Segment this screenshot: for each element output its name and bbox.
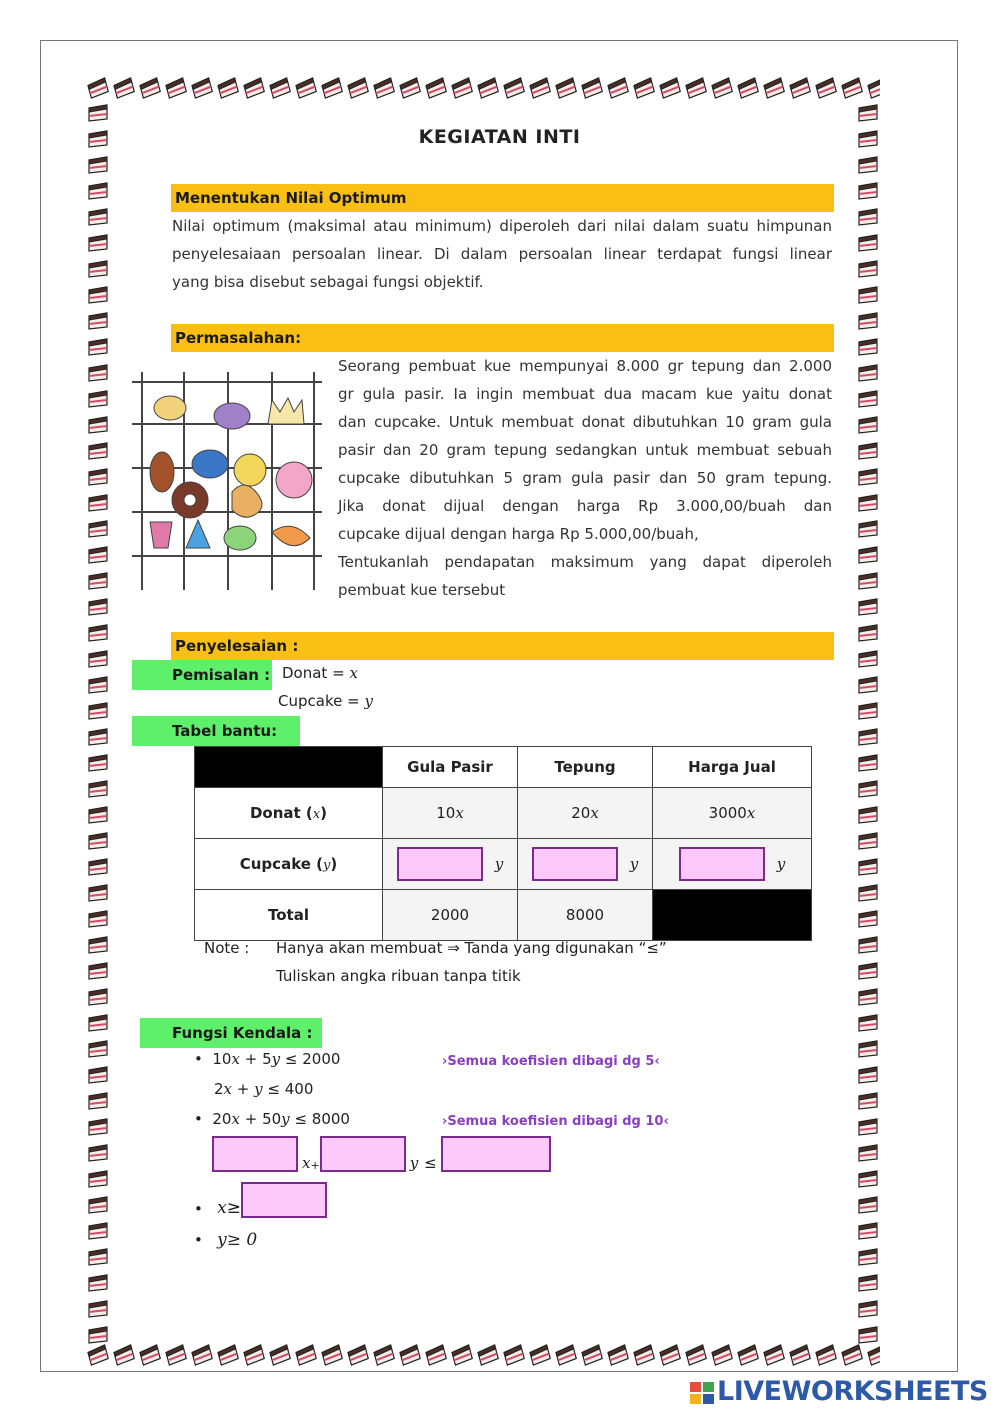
cake-slice-icon [855, 698, 881, 724]
cake-slice-icon [855, 1192, 881, 1218]
var-x: x [217, 1198, 227, 1218]
cake-slice-icon [85, 1342, 111, 1368]
cake-slice-icon [85, 906, 111, 932]
cake-slice-icon [85, 1088, 111, 1114]
value: 10 [436, 804, 456, 822]
table-row-cupcake [195, 839, 812, 890]
cake-slice-icon [137, 75, 163, 101]
var-x: x [590, 804, 599, 822]
cake-slice-icon [137, 1342, 163, 1368]
var-x: x [312, 807, 321, 822]
header-harga: Harga Jual [653, 747, 812, 788]
cake-border-top [85, 75, 880, 101]
cake-slice-icon [85, 152, 111, 178]
cake-slice-icon [241, 1342, 267, 1368]
cake-slice-icon [855, 776, 881, 802]
value: 20 [571, 804, 591, 822]
cake-slice-icon [761, 75, 787, 101]
constraint-1-simplified [214, 1080, 313, 1098]
var-y: y [323, 858, 331, 873]
page-title: KEGIATAN INTI [418, 126, 581, 148]
cake-slice-icon [855, 1114, 881, 1140]
cake-border-bottom [85, 1342, 880, 1368]
cake-slice-icon [855, 568, 881, 594]
var-y: y [494, 854, 504, 873]
cake-slice-icon [631, 75, 657, 101]
cake-slice-icon [111, 75, 137, 101]
cake-slice-icon [85, 620, 111, 646]
cake-slice-icon [855, 880, 881, 906]
cake-slice-icon [787, 1342, 813, 1368]
var-y: y [281, 1110, 290, 1128]
table-row-donat [195, 788, 812, 839]
cake-slice-icon [475, 1342, 501, 1368]
cake-slice-icon [579, 75, 605, 101]
cake-slice-icon [85, 1296, 111, 1322]
optimum-paragraph [172, 212, 832, 296]
cake-slice-icon [85, 100, 111, 126]
var-y: y [776, 854, 786, 873]
cake-slice-icon [855, 1296, 881, 1322]
table-row-total [195, 890, 812, 941]
cake-slice-icon [85, 464, 111, 490]
constraint-2: • 20x + 50y ≤ 8000 [194, 1110, 350, 1128]
cake-slice-icon [85, 828, 111, 854]
cake-slice-icon [85, 230, 111, 256]
cake-slice-icon [855, 516, 881, 542]
cake-slice-icon [85, 516, 111, 542]
cake-slice-icon [293, 75, 319, 101]
cake-slice-icon [855, 1140, 881, 1166]
donat-label: Donat = [282, 664, 345, 682]
cake-slice-icon [855, 1322, 881, 1345]
problem-paragraph [338, 352, 832, 604]
var-x: x [455, 804, 464, 822]
cake-slice-icon [85, 1036, 111, 1062]
coef: + 50 [244, 1110, 282, 1128]
cake-slice-icon [163, 75, 189, 101]
cake-slice-icon [855, 100, 881, 126]
cake-slice-icon [85, 854, 111, 880]
note-line-2: Tuliskan angka ribuan tanpa titik [276, 967, 521, 985]
cake-slice-icon [267, 75, 293, 101]
cake-slice-icon [345, 1342, 371, 1368]
problem-line: gr gula pasir. Ia ingin membuat dua macam kue yaitu donat [338, 385, 832, 403]
cake-slice-icon [855, 594, 881, 620]
cake-slice-icon [215, 1342, 241, 1368]
constraint-3 [194, 1182, 327, 1218]
cake-slice-icon [163, 1342, 189, 1368]
cake-slice-icon [855, 412, 881, 438]
cell-donat-tepung [518, 788, 653, 839]
cake-slice-icon [241, 75, 267, 101]
cake-slice-icon [631, 1342, 657, 1368]
table-corner [195, 747, 383, 788]
cake-slice-icon [855, 438, 881, 464]
cake-slice-icon [855, 646, 881, 672]
cake-slice-icon [267, 1342, 293, 1368]
cake-slice-icon [855, 750, 881, 776]
cake-slice-icon [85, 672, 111, 698]
cake-slice-icon [855, 152, 881, 178]
helper-table [194, 746, 812, 941]
cake-slice-icon [657, 1342, 683, 1368]
answer-input-coef-y[interactable] [320, 1136, 406, 1172]
cell-total-gula: 2000 [383, 890, 518, 941]
var-y: y [409, 1154, 419, 1172]
fungsi-kendala-label: Fungsi Kendala : [140, 1018, 322, 1048]
cake-slice-icon [85, 1322, 111, 1345]
var-y: y [364, 692, 373, 710]
cake-slice-icon [855, 334, 881, 360]
cake-slice-icon [855, 1218, 881, 1244]
optimum-line: Nilai optimum (maksimal atau minimum) diperoleh dari nilai dalam suatu himpunan [172, 217, 832, 235]
cake-slice-icon [855, 282, 881, 308]
cake-slice-icon [761, 1342, 787, 1368]
cake-slice-icon [657, 75, 683, 101]
cake-slice-icon [501, 1342, 527, 1368]
cake-slice-icon [855, 464, 881, 490]
hint-1: ›Semua koefisien dibagi dg 5‹ [442, 1054, 660, 1069]
cell-cupcake-harga [653, 839, 812, 890]
cake-slice-icon [85, 282, 111, 308]
var-y: y [217, 1230, 227, 1250]
cell-donat-gula [383, 788, 518, 839]
cake-slice-icon [855, 204, 881, 230]
cake-slice-icon [85, 178, 111, 204]
answer-input-cupcake-harga[interactable] [679, 847, 765, 881]
cake-slice-icon [397, 1342, 423, 1368]
cupcake-variable [278, 692, 373, 710]
cake-slice-icon [85, 412, 111, 438]
cake-slice-icon [85, 1244, 111, 1270]
cake-slice-icon [371, 1342, 397, 1368]
cake-slice-icon [85, 308, 111, 334]
cake-slice-icon [865, 1342, 880, 1368]
answer-input-coef-x[interactable] [212, 1136, 298, 1172]
relation: ≤ 2000 [284, 1050, 341, 1068]
donat-row-text: Donat ( [249, 804, 313, 822]
cake-slice-icon [189, 75, 215, 101]
relation: ≤ 8000 [294, 1110, 350, 1128]
cake-slice-icon [855, 308, 881, 334]
var-x: x [231, 1110, 240, 1128]
pemisalan-label: Pemisalan : [132, 660, 272, 690]
cake-slice-icon [85, 984, 111, 1010]
brand-logo-icon [690, 1382, 714, 1404]
cupcake-label: Cupcake = [278, 692, 360, 710]
cake-slice-icon [449, 1342, 475, 1368]
solution-heading: Penyelesaian : [171, 632, 834, 660]
cake-slice-icon [475, 75, 501, 101]
cake-slice-icon [85, 386, 111, 412]
cake-slice-icon [85, 75, 111, 101]
cake-slice-icon [397, 75, 423, 101]
cell-total-blank [653, 890, 812, 941]
cell-total-tepung: 8000 [518, 890, 653, 941]
var-x: x [231, 1050, 240, 1068]
cupcake-row-text: Cupcake ( [239, 855, 324, 873]
cake-slice-icon [855, 542, 881, 568]
problem-line: pembuat kue tersebut [338, 581, 506, 599]
cake-slice-icon [85, 646, 111, 672]
cake-slice-icon [855, 1062, 881, 1088]
cake-slice-icon [85, 542, 111, 568]
var-x: x [223, 1080, 233, 1098]
cake-slice-icon [85, 360, 111, 386]
cake-slice-icon [855, 1166, 881, 1192]
problem-heading: Permasalahan: [171, 324, 834, 352]
cake-slice-icon [855, 828, 881, 854]
cake-slice-icon [855, 906, 881, 932]
cake-slice-icon [855, 490, 881, 516]
relation: ≤ 400 [267, 1080, 314, 1098]
cake-slice-icon [709, 1342, 735, 1368]
cake-slice-icon [85, 724, 111, 750]
cake-slice-icon [85, 334, 111, 360]
cell-donat-harga [653, 788, 812, 839]
donat-variable [282, 664, 358, 682]
var-y: y [629, 854, 639, 873]
cake-slice-icon [85, 204, 111, 230]
cake-slice-icon [579, 1342, 605, 1368]
cake-slice-icon [855, 958, 881, 984]
cake-slice-icon [855, 1010, 881, 1036]
cake-slice-icon [501, 75, 527, 101]
cake-slice-icon [855, 932, 881, 958]
cake-slice-icon [855, 724, 881, 750]
header-tepung: Tepung [518, 747, 653, 788]
cake-slice-icon [85, 256, 111, 282]
cake-slice-icon [85, 568, 111, 594]
cake-slice-icon [85, 958, 111, 984]
tabel-bantu-label: Tabel bantu: [132, 716, 300, 746]
constraint-2-simplified [212, 1136, 551, 1172]
liveworksheets-brand [690, 1376, 988, 1407]
cake-slice-icon [855, 256, 881, 282]
cake-slice-icon [855, 802, 881, 828]
problem-line: cupcake dijual dengan harga Rp 5.000,00/buah, [338, 525, 699, 543]
problem-line: Tentukanlah pendapatan maksimum yang dapat diperoleh [338, 553, 832, 571]
answer-input-cupcake-gula[interactable] [397, 847, 483, 881]
cake-slice-icon [855, 1088, 881, 1114]
cake-slice-icon [85, 750, 111, 776]
cake-slice-icon [85, 1218, 111, 1244]
cake-slice-icon [85, 932, 111, 958]
cake-slice-icon [189, 1342, 215, 1368]
var-y: y [271, 1050, 281, 1068]
cake-slice-icon [371, 75, 397, 101]
row-label-donat [195, 788, 383, 839]
answer-input-constant[interactable] [441, 1136, 551, 1172]
cake-slice-icon [85, 1166, 111, 1192]
cake-slice-icon [449, 75, 475, 101]
optimum-line: penyelesaiaan persoalan linear. Di dalam persoalan linear terdapat fungsi linear [172, 245, 832, 263]
cake-slice-icon [683, 1342, 709, 1368]
var-x: x [302, 1154, 311, 1172]
cake-slice-icon [85, 490, 111, 516]
cake-slice-icon [85, 1140, 111, 1166]
cake-slice-icon [855, 1244, 881, 1270]
cupcake-row-close: ) [330, 855, 338, 873]
cake-slice-icon [345, 75, 371, 101]
cake-slice-icon [85, 1192, 111, 1218]
cake-slice-icon [855, 360, 881, 386]
cake-slice-icon [813, 1342, 839, 1368]
cake-border-right [855, 100, 881, 1345]
cake-slice-icon [111, 1342, 137, 1368]
cake-slice-icon [293, 1342, 319, 1368]
cake-slice-icon [787, 75, 813, 101]
coef: + 5 [244, 1050, 272, 1068]
cake-border-left [85, 100, 111, 1345]
cake-slice-icon [85, 1114, 111, 1140]
cake-slice-icon [839, 75, 865, 101]
cake-slice-icon [605, 1342, 631, 1368]
constraint-4 [194, 1230, 257, 1250]
cake-slice-icon [319, 75, 345, 101]
cake-slice-icon [553, 1342, 579, 1368]
cake-slice-icon [855, 984, 881, 1010]
coef: 2 [214, 1080, 224, 1098]
cake-slice-icon [709, 75, 735, 101]
problem-line: pasir dan 20 gram tepung sedangkan untuk membuat sebuah [338, 441, 832, 459]
coef: 10 [212, 1050, 232, 1068]
note-line-1: Hanya akan membuat ⇒ Tanda yang digunakan “≤” [276, 939, 667, 957]
cake-slice-icon [855, 854, 881, 880]
problem-line: cupcake dibutuhkan 5 gram gula pasir dan 50 gram tepung. [338, 469, 832, 487]
cake-slice-icon [605, 75, 631, 101]
cake-slice-icon [215, 75, 241, 101]
cake-slice-icon [85, 438, 111, 464]
cake-slice-icon [839, 1342, 865, 1368]
note-label: Note : [204, 939, 250, 957]
cake-slice-icon [855, 1036, 881, 1062]
relation: ≥ 0 [226, 1230, 258, 1250]
cake-slice-icon [553, 75, 579, 101]
relation: ≥ [226, 1198, 241, 1218]
optimum-line: yang bisa disebut sebagai fungsi objektif. [172, 273, 484, 291]
cake-slice-icon [735, 75, 761, 101]
cake-slice-icon [855, 386, 881, 412]
var-x: x [349, 664, 358, 682]
cake-slice-icon [85, 802, 111, 828]
donat-row-close: ) [320, 804, 327, 822]
cake-slice-icon [423, 75, 449, 101]
relation: ≤ [424, 1154, 437, 1172]
var-y: y [254, 1080, 263, 1098]
coef: + [236, 1080, 250, 1098]
cake-slice-icon [683, 75, 709, 101]
cake-slice-icon [85, 1062, 111, 1088]
cake-slice-icon [85, 594, 111, 620]
problem-line: dan cupcake. Untuk membuat donat dibutuhkan 10 gram gula [338, 413, 832, 431]
cake-slice-icon [85, 698, 111, 724]
cake-grid-illustration [132, 372, 322, 590]
constraint-1: • 10x + 5y ≤ 2000 [194, 1050, 341, 1068]
cell-cupcake-gula [383, 839, 518, 890]
problem-line: Seorang pembuat kue mempunyai 8.000 gr tepung dan 2.000 [338, 357, 832, 375]
brand-text: LIVEWORKSHEETS [717, 1376, 988, 1407]
cake-slice-icon [855, 672, 881, 698]
header-gula: Gula Pasir [383, 747, 518, 788]
answer-input-cupcake-tepung[interactable] [532, 847, 618, 881]
problem-line: Jika donat dijual dengan harga Rp 3.000,00/buah dan [338, 497, 832, 515]
cake-slice-icon [527, 75, 553, 101]
row-label-cupcake [195, 839, 383, 890]
cake-slice-icon [855, 230, 881, 256]
cake-slice-icon [813, 75, 839, 101]
cake-slice-icon [855, 1270, 881, 1296]
bullet-dot: • [194, 1200, 218, 1218]
bullet-dot: • [194, 1231, 218, 1249]
cake-slice-icon [527, 1342, 553, 1368]
cake-slice-icon [735, 1342, 761, 1368]
cake-slice-icon [85, 776, 111, 802]
cake-slice-icon [855, 178, 881, 204]
coef: 20 [212, 1110, 232, 1128]
cake-slice-icon [319, 1342, 345, 1368]
table-header-row [195, 747, 812, 788]
cell-cupcake-tepung [518, 839, 653, 890]
row-label-total: Total [195, 890, 383, 941]
plus-sign: + [310, 1159, 320, 1172]
cake-slice-icon [85, 1270, 111, 1296]
answer-input-x-min[interactable] [241, 1182, 327, 1218]
cake-slice-icon [85, 1010, 111, 1036]
cake-slice-icon [85, 880, 111, 906]
cake-slice-icon [865, 75, 880, 101]
cake-slice-icon [855, 620, 881, 646]
hint-2: ›Semua koefisien dibagi dg 10‹ [442, 1114, 669, 1129]
var-x: x [746, 804, 756, 822]
cake-slice-icon [423, 1342, 449, 1368]
optimum-heading: Menentukan Nilai Optimum [171, 184, 834, 212]
value: 3000 [708, 804, 747, 822]
